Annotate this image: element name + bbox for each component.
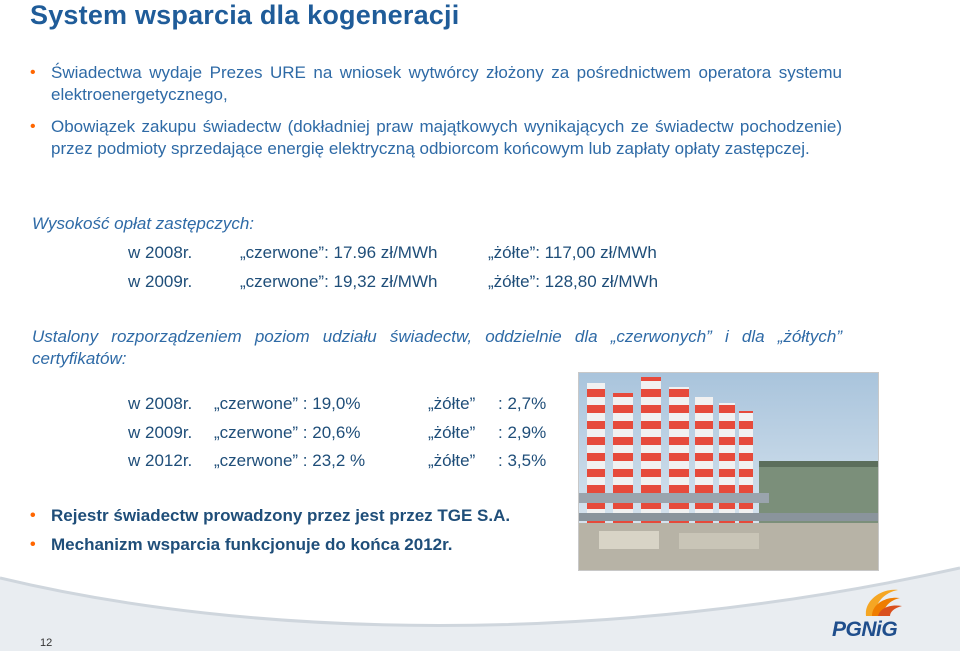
- flame-icon: [858, 582, 906, 622]
- fees-yellow: „żółte”: 128,80 zł/MWh: [488, 272, 659, 291]
- intro-bullet-list: [30, 62, 842, 170]
- quota-yellow-label: „żółte”: [428, 423, 476, 442]
- quota-yellow-label: „żółte”: [428, 451, 476, 470]
- quota-heading: Ustalony rozporządzeniem poziom udziału świadectw, oddzielnie dla „czerwonych” i dla „żółtych” certyfikatów:: [32, 327, 842, 368]
- bullet-mechanism-end: • Mechanizm wsparcia funkcjonuje do końca 2012r.: [30, 534, 510, 556]
- slide-title: System wsparcia dla kogeneracji: [30, 0, 460, 30]
- quota-year: w 2012r.: [128, 451, 193, 470]
- quota-yellow-label: „żółte”: [428, 394, 476, 413]
- page-number: 12: [40, 637, 53, 649]
- quota-yellow-value: : 3,5%: [498, 451, 547, 470]
- bullet-purchase-obligation: • Obowiązek zakupu świadectw (dokładniej praw majątkowych wynikających ze świadectw pochodzenie) przez podmioty sprzedające energię elektryczną odbiorcom końcowym lub zapłaty opłaty zastępczej.: [30, 116, 842, 160]
- bullet-registry: • Rejestr świadectw prowadzony przez jest przez TGE S.A.: [30, 505, 510, 527]
- quota-red: „czerwone” : 23,2 %: [214, 451, 366, 470]
- fees-year: w 2008r.: [128, 243, 193, 262]
- fees-heading: Wysokość opłat zastępczych:: [32, 214, 255, 233]
- quota-yellow-value: : 2,7%: [498, 394, 547, 413]
- bullet-certificates-issuer: • Świadectwa wydaje Prezes URE na wniosek wytwórcy złożony za pośrednictwem operatora systemu elektroenergetycznego,: [30, 62, 842, 106]
- company-logo: [832, 582, 928, 644]
- quota-red: „czerwone” : 19,0%: [214, 394, 361, 413]
- fees-red: „czerwone”: 19,32 zł/MWh: [240, 272, 438, 291]
- quota-year: w 2009r.: [128, 423, 193, 442]
- fees-red: „czerwone”: 17.96 zł/MWh: [240, 243, 438, 262]
- power-plant-photo: [578, 372, 879, 571]
- quota-red: „czerwone” : 20,6%: [214, 423, 361, 442]
- logo-text: PGNiG: [832, 618, 898, 641]
- quota-year: w 2008r.: [128, 394, 193, 413]
- decorative-swoosh: [0, 548, 960, 651]
- fees-year: w 2009r.: [128, 272, 193, 291]
- fees-yellow: „żółte”: 117,00 zł/MWh: [488, 243, 657, 262]
- quota-yellow-value: : 2,9%: [498, 423, 547, 442]
